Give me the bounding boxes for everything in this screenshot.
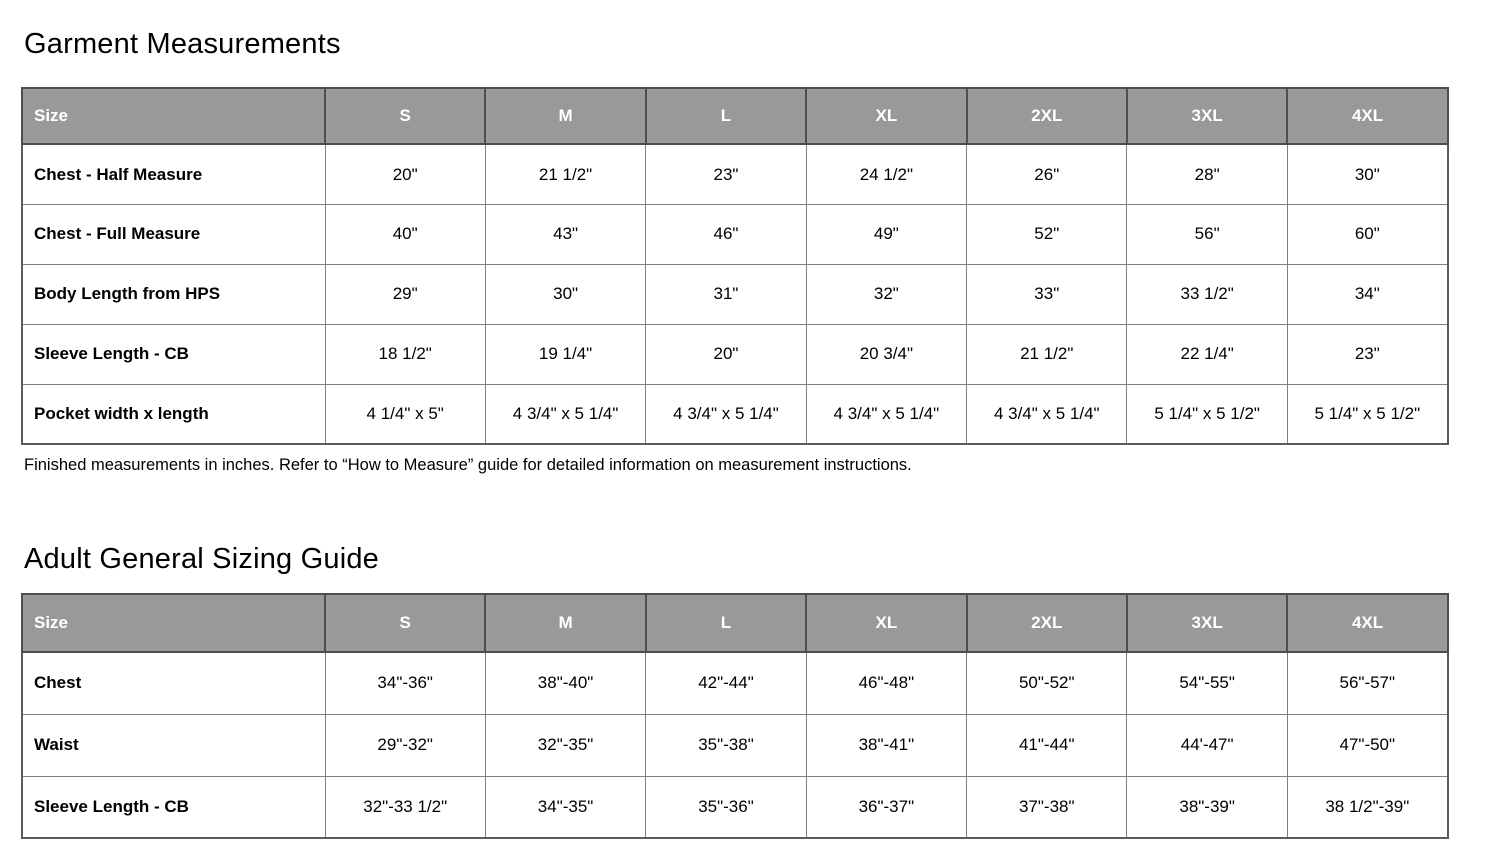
value-cell: 4 3/4" x 5 1/4" [485,384,645,444]
column-header-m: M [485,594,645,652]
table-row [22,652,1448,714]
value-cell: 30" [1287,144,1447,204]
table-row [22,384,1448,444]
value-cell: 34"-35" [485,776,645,838]
size-header-cell: Size [22,88,325,144]
value-cell: 23" [1287,324,1447,384]
value-cell: 56" [1127,204,1287,264]
row-label: Sleeve Length - CB [22,324,325,384]
row-label: Pocket width x length [22,384,325,444]
value-cell: 33 1/2" [1127,264,1287,324]
value-cell: 24 1/2" [806,144,966,204]
adult-sizing-title: Adult General Sizing Guide [24,542,380,575]
value-cell: 52" [967,204,1127,264]
value-cell: 46"-48" [806,652,966,714]
value-cell: 32"-33 1/2" [325,776,485,838]
value-cell: 32" [806,264,966,324]
value-cell: 31" [646,264,806,324]
column-header-l: L [646,88,806,144]
row-label: Chest [22,652,325,714]
column-header-2xl: 2XL [967,88,1127,144]
value-cell: 22 1/4" [1127,324,1287,384]
value-cell: 34" [1287,264,1447,324]
value-cell: 49" [806,204,966,264]
column-header-3xl: 3XL [1127,594,1287,652]
value-cell: 28" [1127,144,1287,204]
value-cell: 32"-35" [485,714,645,776]
garment-measurements-section [21,28,1447,477]
value-cell: 29"-32" [325,714,485,776]
column-header-2xl: 2XL [967,594,1127,652]
value-cell: 40" [325,204,485,264]
column-header-m: M [485,88,645,144]
value-cell: 5 1/4" x 5 1/2" [1127,384,1287,444]
value-cell: 60" [1287,204,1447,264]
adult-sizing-section [21,543,1447,839]
value-cell: 20" [646,324,806,384]
value-cell: 19 1/4" [485,324,645,384]
value-cell: 38"-39" [1127,776,1287,838]
value-cell: 4 3/4" x 5 1/4" [646,384,806,444]
row-label: Chest - Half Measure [22,144,325,204]
row-label: Chest - Full Measure [22,204,325,264]
column-header-3xl: 3XL [1127,88,1287,144]
value-cell: 38"-41" [806,714,966,776]
value-cell: 4 3/4" x 5 1/4" [967,384,1127,444]
value-cell: 30" [485,264,645,324]
size-header-cell: Size [22,594,325,652]
value-cell: 42"-44" [646,652,806,714]
value-cell: 33" [967,264,1127,324]
adult-sizing-table [21,593,1449,839]
value-cell: 18 1/2" [325,324,485,384]
value-cell: 5 1/4" x 5 1/2" [1287,384,1447,444]
table-row [22,264,1448,324]
column-header-l: L [646,594,806,652]
column-header-s: S [325,594,485,652]
table-row [22,324,1448,384]
garment-measurements-table [21,87,1449,445]
column-header-xl: XL [806,594,966,652]
garment-measurements-title: Garment Measurements [24,28,341,60]
value-cell: 35"-36" [646,776,806,838]
value-cell: 26" [967,144,1127,204]
value-cell: 46" [646,204,806,264]
value-cell: 21 1/2" [485,144,645,204]
column-header-s: S [325,88,485,144]
table-row [22,714,1448,776]
row-label: Body Length from HPS [22,264,325,324]
table-row [22,144,1448,204]
value-cell: 54"-55" [1127,652,1287,714]
row-label: Sleeve Length - CB [22,776,325,838]
value-cell: 34"-36" [325,652,485,714]
column-header-4xl: 4XL [1287,88,1447,144]
value-cell: 38 1/2"-39" [1287,776,1447,838]
value-cell: 20" [325,144,485,204]
value-cell: 43" [485,204,645,264]
value-cell: 41"-44" [967,714,1127,776]
value-cell: 44'-47" [1127,714,1287,776]
value-cell: 36"-37" [806,776,966,838]
header-row [22,594,1448,652]
value-cell: 20 3/4" [806,324,966,384]
table-row [22,204,1448,264]
column-header-xl: XL [806,88,966,144]
value-cell: 4 1/4" x 5" [325,384,485,444]
value-cell: 47"-50" [1287,714,1447,776]
value-cell: 38"-40" [485,652,645,714]
value-cell: 21 1/2" [967,324,1127,384]
header-row [22,88,1448,144]
column-header-4xl: 4XL [1287,594,1447,652]
value-cell: 4 3/4" x 5 1/4" [806,384,966,444]
value-cell: 29" [325,264,485,324]
value-cell: 50"-52" [967,652,1127,714]
measurements-footnote: Finished measurements in inches. Refer to “How to Measure” guide for detailed information on measurement instructions. [24,456,912,475]
value-cell: 56"-57" [1287,652,1447,714]
row-label: Waist [22,714,325,776]
table-row [22,776,1448,838]
value-cell: 37"-38" [967,776,1127,838]
value-cell: 23" [646,144,806,204]
value-cell: 35"-38" [646,714,806,776]
